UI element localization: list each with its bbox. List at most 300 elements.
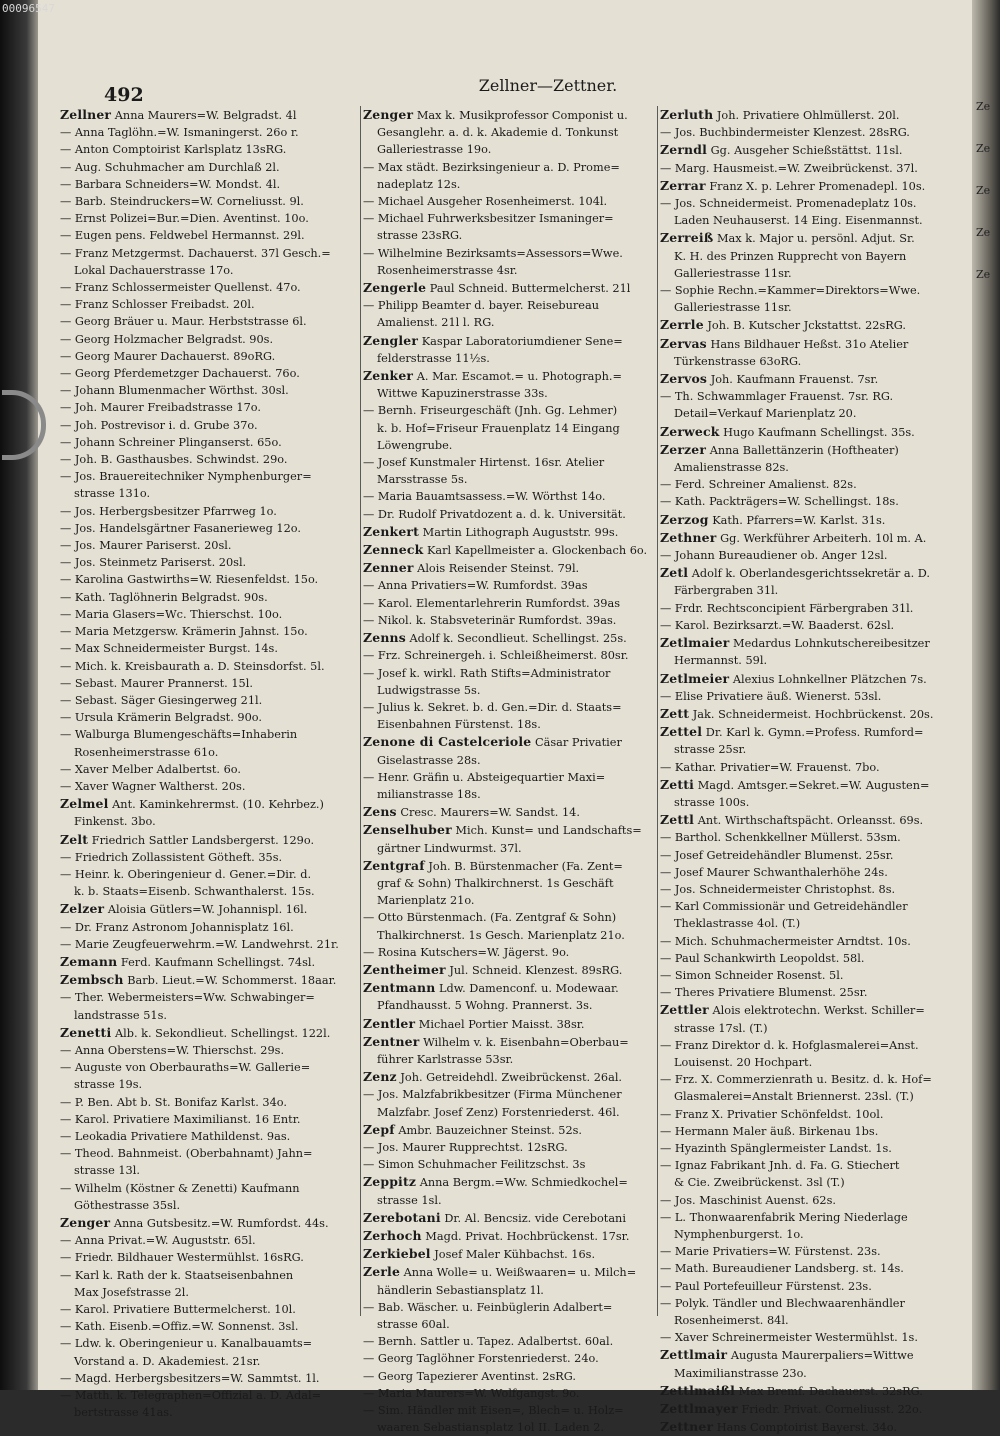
directory-entry-head (660, 564, 965, 582)
directory-entry-continuation (660, 652, 965, 669)
ditto-dash: — (60, 762, 72, 776)
directory-entry-head (660, 316, 965, 334)
ditto-dash: — (660, 1073, 672, 1087)
ditto-dash: — (60, 1268, 72, 1282)
ditto-dash: — (60, 521, 72, 535)
directory-entry-continuation (363, 141, 655, 158)
directory-entry-continuation (363, 892, 655, 909)
directory-entry (660, 847, 965, 864)
directory-entry-continuation (363, 1051, 655, 1068)
entry-text: Mich. k. Kreisbaurath a. D. Steinsdorfst. 5l. (74, 659, 325, 673)
entry-text: Frz. Schreinergeh. i. Schleißheimerst. 80sr. (377, 649, 629, 663)
entry-text: Matth. k. Telegraphen=Offizial a. D. Adal= (74, 1389, 322, 1403)
ditto-dash: — (60, 367, 72, 381)
directory-entry (363, 210, 655, 227)
entry-text: Georg Maurer Dachauerst. 89oRG. (74, 349, 276, 363)
directory-entry (660, 984, 965, 1001)
directory-entry (60, 658, 358, 675)
directory-entry (660, 864, 965, 881)
directory-entry (660, 388, 965, 405)
entry-text: Dr. Franz Astronom Johannisplatz 16l. (74, 920, 294, 934)
entry-text: Philipp Beamter d. bayer. Reisebureau (377, 299, 599, 313)
directory-entry (60, 1128, 358, 1145)
surname: Zenkert (363, 523, 420, 539)
directory-entry-head (363, 733, 655, 751)
directory-entry (60, 348, 358, 365)
ditto-dash: — (60, 435, 72, 449)
entry-text: Anna Privatiers=W. Rumfordst. 39as (377, 579, 588, 593)
directory-entry (60, 159, 358, 176)
directory-entry (363, 193, 655, 210)
directory-entry (660, 1278, 965, 1295)
directory-entry (363, 612, 655, 629)
surname: Zethner (660, 529, 717, 545)
ditto-dash: — (60, 504, 72, 518)
directory-entry-continuation (363, 875, 655, 892)
ditto-dash: — (660, 1331, 672, 1345)
entry-text: Barb. Steindruckers=W. Corneliusst. 9l. (74, 195, 304, 209)
directory-entry (60, 1370, 358, 1387)
directory-entry-head (660, 177, 965, 195)
ditto-dash: — (660, 1279, 672, 1293)
directory-entry (60, 193, 358, 210)
directory-entry (363, 1156, 655, 1173)
directory-entry-continuation (60, 262, 358, 279)
directory-entry (363, 245, 655, 262)
entry-text: Eisenbahnen Fürstenst. 18s. (377, 718, 541, 732)
entry-text: Anna Gutsbesitz.=W. Rumfordst. 44s. (113, 1217, 329, 1230)
entry-text: Ambr. Bauzeichner Steinst. 52s. (398, 1123, 583, 1137)
directory-entry (60, 176, 358, 193)
ditto-dash: — (660, 390, 672, 404)
entry-text: Finkenst. 3bo. (74, 815, 156, 829)
ditto-dash: — (660, 495, 672, 509)
ditto-dash: — (60, 676, 72, 690)
entry-text: Ant. Wirthschaftspächt. Orleansst. 69s. (697, 814, 924, 828)
entry-text: Pfandhausst. 5 Wohng. Prannerst. 3s. (377, 999, 593, 1013)
entry-text: Georg Taglöhner Forstenriederst. 24o. (377, 1352, 599, 1366)
ditto-dash: — (60, 349, 72, 363)
directory-entry (60, 1335, 358, 1352)
entry-text: Xaver Schreinermeister Westermühlst. 1s. (674, 1331, 918, 1345)
surname: Zellner (60, 107, 112, 122)
directory-entry (60, 554, 358, 571)
ditto-dash: — (660, 549, 672, 563)
ditto-dash: — (660, 478, 672, 492)
directory-entry (60, 503, 358, 520)
entry-text: Paul Portefeuilleur Fürstenst. 23s. (674, 1279, 872, 1293)
directory-entry-head (660, 106, 965, 124)
entry-text: Rosenheimerst. 84l. (674, 1314, 789, 1328)
surname: Zengler (363, 332, 419, 348)
entry-text: Georg Bräuer u. Maur. Herbststrasse 6l. (74, 315, 307, 329)
ditto-dash: — (60, 1234, 72, 1248)
edge-letter: Ze (976, 142, 991, 155)
directory-entry-continuation (60, 813, 358, 830)
entry-text: Joh. Getreidehdl. Zweibrückenst. 26al. (400, 1071, 623, 1085)
directory-entry (60, 399, 358, 416)
entry-text: k. b. Hof=Friseur Frauenplatz 14 Eingang (377, 421, 620, 435)
entry-text: Marie Zeugfeuerwehrm.=W. Landwehrst. 21r. (74, 937, 339, 951)
directory-entry (60, 1249, 358, 1266)
directory-entry (363, 159, 655, 176)
entry-text: Barb. Lieut.=W. Schommerst. 18aar. (127, 974, 337, 988)
entry-text: Xaver Melber Adalbertst. 6o. (74, 762, 241, 776)
directory-entry (363, 944, 655, 961)
directory-entry (363, 402, 655, 419)
entry-text: Auguste von Oberbauraths=W. Gallerie= (74, 1061, 311, 1075)
directory-entry (363, 488, 655, 505)
entry-text: Rosenheimerstrasse 4sr. (377, 263, 518, 277)
directory-entry (60, 709, 358, 726)
entry-text: Rosenheimerstrasse 61o. (74, 745, 219, 759)
ditto-dash: — (660, 1245, 672, 1259)
entry-text: Franz Metzgermst. Dachauerst. 37l Gesch.= (74, 246, 331, 260)
directory-entry-continuation (660, 212, 965, 229)
directory-entry-head (60, 900, 358, 918)
directory-entry-head (363, 541, 655, 559)
entry-text: Xaver Wagner Waltherst. 20s. (74, 779, 246, 793)
entry-text: Färbergraben 31l. (674, 584, 779, 598)
directory-entry-head (660, 141, 965, 159)
directory-entry (60, 331, 358, 348)
directory-entry-head (363, 332, 655, 350)
directory-entry-continuation (363, 840, 655, 857)
entry-text: Jos. Brauereitechniker Nymphenburger= (74, 470, 312, 484)
entry-text: Adolf k. Secondlieut. Schellingst. 25s. (409, 632, 627, 646)
entry-text: Joh. Postrevisor i. d. Grube 37o. (74, 418, 258, 432)
ditto-dash: — (60, 1320, 72, 1334)
entry-text: Wilhelmine Bezirksamts=Assessors=Wwe. (377, 246, 623, 260)
directory-entry (660, 1140, 965, 1157)
book-gutter (0, 0, 55, 1390)
surname: Zervas (660, 335, 707, 351)
entry-text: Anna Oberstens=W. Thierschst. 29s. (74, 1043, 285, 1057)
entry-text: Heinr. k. Oberingenieur d. Gener.=Dir. d. (74, 867, 312, 881)
entry-text: Galleriestrasse 19o. (377, 143, 492, 157)
directory-entry-head (660, 423, 965, 441)
directory-entry-head (363, 1121, 655, 1139)
ditto-dash: — (660, 968, 672, 982)
entry-text: bertstrasse 41as. (74, 1406, 173, 1420)
entry-text: Alexius Lohnkellner Plätzchen 7s. (732, 672, 927, 686)
directory-entry-head (60, 1024, 358, 1042)
entry-text: Wittwe Kapuzinerstrasse 33s. (377, 387, 548, 401)
directory-entry-head (660, 1346, 965, 1364)
ditto-dash: — (363, 666, 375, 680)
entry-text: strasse 23sRG. (377, 229, 463, 243)
ditto-dash: — (60, 212, 72, 226)
directory-entry-continuation (60, 1404, 358, 1421)
directory-entry (60, 1301, 358, 1318)
entry-text: händlerin Sebastiansplatz 1l. (377, 1283, 544, 1297)
entry-text: Kath. Taglöhnerin Belgradst. 90s. (74, 590, 268, 604)
ditto-dash: — (363, 1404, 375, 1418)
directory-entry (660, 1192, 965, 1209)
directory-entry (660, 547, 965, 564)
entry-text: Joh. B. Kutscher Jckstattst. 22sRG. (707, 319, 906, 333)
entry-text: Franz X. Privatier Schönfeldst. 10ol. (674, 1107, 884, 1121)
entry-text: Maximilianstrasse 23o. (674, 1366, 807, 1380)
surname: Zerhoch (363, 1228, 422, 1243)
surname: Zenselhuber (363, 822, 452, 838)
entry-text: Anna Wolle= u. Weißwaaren= u. Milch= (403, 1266, 637, 1280)
entry-text: landstrasse 51s. (74, 1008, 167, 1022)
entry-text: Martin Lithograph Auguststr. 99s. (422, 525, 619, 539)
directory-entry (363, 454, 655, 471)
directory-entry (363, 1086, 655, 1103)
ditto-dash: — (363, 579, 375, 593)
directory-entry-head (363, 979, 655, 997)
surname: Zentner (363, 1033, 420, 1049)
entry-text: Augusta Maurerpaliers=Wittwe (730, 1349, 914, 1363)
ditto-dash: — (660, 161, 672, 175)
directory-entry-continuation (660, 582, 965, 599)
directory-entry-continuation (660, 1365, 965, 1382)
ditto-dash: — (660, 1210, 672, 1224)
entry-text: Josef Maler Kühbachst. 16s. (434, 1248, 596, 1262)
entry-text: Ferd. Kaufmann Schellingst. 74sl. (120, 955, 316, 969)
directory-entry (660, 600, 965, 617)
entry-text: Georg Tapezierer Aventinst. 2sRG. (377, 1369, 576, 1383)
directory-entry (60, 520, 358, 537)
entry-text: Jos. Maurer Pariserst. 20sl. (74, 539, 232, 553)
entry-text: Josef Kunstmaler Hirtenst. 16sr. Atelier (377, 456, 605, 470)
directory-entry-continuation (363, 176, 655, 193)
directory-entry-continuation (363, 350, 655, 367)
ditto-dash: — (60, 332, 72, 346)
ditto-dash: — (660, 1141, 672, 1155)
entry-text: Hans Comptoirist Bayerst. 34o. (716, 1421, 897, 1435)
ditto-dash: — (60, 1389, 72, 1403)
directory-entry-head (363, 559, 655, 577)
entry-text: Josef Getreidehändler Blumenst. 25sr. (674, 848, 894, 862)
directory-entry (363, 1333, 655, 1350)
directory-entry (660, 967, 965, 984)
ditto-dash: — (660, 1107, 672, 1121)
directory-entry (363, 1385, 655, 1402)
directory-entry-continuation (363, 1104, 655, 1121)
directory-entry (60, 1318, 358, 1335)
directory-entry-head (660, 723, 965, 741)
next-page-edge (972, 0, 1000, 1390)
entry-text: Franz X. p. Lehrer Promenadepl. 10s. (709, 179, 926, 193)
directory-entry-head (363, 367, 655, 385)
entry-text: Bernh. Friseurgeschäft (Jnh. Gg. Lehmer) (377, 404, 618, 418)
directory-entry (60, 936, 358, 953)
edge-letter: Ze (976, 226, 991, 239)
directory-entry-continuation (363, 927, 655, 944)
entry-text: Wilhelm (Köstner & Zenetti) Kaufmann (74, 1181, 300, 1195)
entry-text: Otto Bürstenmach. (Fa. Zentgraf & Sohn) (377, 911, 617, 925)
directory-entry (660, 1295, 965, 1312)
directory-entry (660, 1243, 965, 1260)
ditto-dash: — (363, 299, 375, 313)
entry-text: Rosina Kutschers=W. Jägerst. 9o. (377, 945, 570, 959)
ditto-dash: — (660, 1262, 672, 1276)
directory-entry (60, 675, 358, 692)
ditto-dash: — (60, 693, 72, 707)
entry-text: Mich. Schuhmachermeister Arndtst. 10s. (674, 934, 911, 948)
entry-text: Cresc. Maurers=W. Sandst. 14. (400, 806, 580, 820)
surname: Zenns (363, 630, 406, 646)
entry-text: gärtner Lindwurmst. 37l. (377, 841, 522, 855)
directory-entry (60, 1267, 358, 1284)
ditto-dash: — (60, 625, 72, 639)
entry-text: Paul Schneid. Buttermelcherst. 21l (429, 282, 631, 296)
ditto-dash: — (60, 470, 72, 484)
ditto-dash: — (60, 607, 72, 621)
directory-entry (60, 537, 358, 554)
ditto-dash: — (363, 770, 375, 784)
entry-text: Magd. Amtsger.=Sekret.=W. Augusten= (697, 778, 930, 792)
directory-entry-continuation (60, 1162, 358, 1179)
entry-text: Jos. Schneidermeist. Promenadeplatz 10s. (674, 197, 917, 211)
directory-entry-continuation (363, 420, 655, 437)
ditto-dash: — (60, 229, 72, 243)
ditto-dash: — (60, 1371, 72, 1385)
entry-text: A. Mar. Escamot.= u. Photograph.= (416, 370, 622, 384)
surname: Zembsch (60, 972, 124, 988)
surname: Zentgraf (363, 857, 425, 873)
entry-text: Frz. X. Commerzienrath u. Besitz. d. k. Hof= (674, 1073, 932, 1087)
entry-text: strasse 17sl. (T.) (674, 1021, 768, 1035)
entry-text: Theklastrasse 4ol. (T.) (674, 917, 801, 931)
ditto-dash: — (660, 1296, 672, 1310)
surname: Zerrle (660, 317, 704, 333)
entry-text: Jos. Malzfabrikbesitzer (Firma Münchener (377, 1088, 622, 1102)
entry-text: Dr. Karl k. Gymn.=Profess. Rumford= (705, 726, 924, 740)
entry-text: Johann Bureaudiener ob. Anger 12sl. (674, 549, 888, 563)
ditto-dash: — (60, 1061, 72, 1075)
entry-text: Max Bremf. Dachauerst. 32sRG. (738, 1384, 923, 1398)
ditto-dash: — (363, 1140, 375, 1154)
entry-text: Anna Taglöhn.=W. Ismaningerst. 26o r. (74, 126, 299, 140)
directory-entry (363, 595, 655, 612)
entry-text: Jul. Schneid. Klenzest. 89sRG. (449, 963, 623, 977)
ditto-dash: — (60, 126, 72, 140)
directory-entry-continuation (363, 314, 655, 331)
entry-text: Karl Kapellmeister a. Glockenbach 6o. (426, 544, 648, 558)
ditto-dash: — (660, 882, 672, 896)
directory-entry (60, 124, 358, 141)
entry-text: Jos. Buchbindermeister Klenzest. 28sRG. (674, 126, 910, 140)
entry-text: Marienplatz 21o. (377, 894, 475, 908)
directory-entry (60, 919, 358, 936)
surname: Zenger (60, 1215, 111, 1230)
directory-entry-continuation (660, 248, 965, 265)
directory-entry (60, 382, 358, 399)
directory-entry (60, 1180, 358, 1197)
entry-text: Göthestrasse 35sl. (74, 1198, 181, 1212)
directory-entry-head (363, 1263, 655, 1281)
directory-entry (60, 227, 358, 244)
ditto-dash: — (660, 831, 672, 845)
ditto-dash: — (60, 642, 72, 656)
surname: Zenker (363, 368, 414, 384)
ditto-dash: — (363, 1369, 375, 1383)
surname: Zerzer (660, 441, 707, 457)
entry-text: Karl k. Rath der k. Staatseisenbahnen (74, 1268, 294, 1282)
entry-text: Ignaz Fabrikant Jnh. d. Fa. G. Stiechert (674, 1159, 900, 1173)
directory-entry-head (363, 1209, 655, 1227)
ditto-dash: — (60, 298, 72, 312)
entry-text: Anna Privat.=W. Auguststr. 65l. (74, 1234, 256, 1248)
entry-text: Dr. Al. Bencsiz. vide Cerebotani (444, 1211, 626, 1225)
entry-text: Joh. Maurer Freibadstrasse 17o. (74, 401, 261, 415)
directory-entry (60, 1232, 358, 1249)
directory-entry-continuation (363, 997, 655, 1014)
entry-text: Friedrich Zollassistent Götheft. 35s. (74, 850, 283, 864)
entry-text: Magd. Privat. Hochbrückenst. 17sr. (425, 1230, 630, 1243)
directory-entry-head (60, 795, 358, 813)
entry-text: Alois Reisender Steinst. 79l. (417, 562, 580, 576)
entry-text: Sim. Händler mit Eisen=, Blech= u. Holz= (377, 1404, 624, 1418)
directory-entry (660, 1157, 965, 1174)
entry-text: Friedr. Bildhauer Westermühlst. 16sRG. (74, 1251, 304, 1265)
surname: Zerndl (660, 142, 708, 158)
ditto-dash: — (363, 649, 375, 663)
directory-entry (60, 1042, 358, 1059)
ditto-dash: — (60, 659, 72, 673)
surname: Zerrar (660, 177, 706, 193)
directory-entry (660, 493, 965, 510)
entry-text: Max städt. Bezirksingenieur a. D. Prome= (377, 160, 620, 174)
entry-text: Glasmalerei=Anstalt Briennerst. 23sl. (T.) (674, 1090, 914, 1104)
entry-text: Bernh. Sattler u. Tapez. Adalbertst. 60al. (377, 1335, 614, 1349)
directory-entry (60, 1111, 358, 1128)
entry-text: Joh. Kaufmann Frauenst. 7sr. (710, 373, 879, 387)
entry-text: Karol. Bezirksarzt.=W. Baaderst. 62sl. (674, 618, 895, 632)
entry-text: L. Thonwaarenfabrik Mering Niederlage (674, 1210, 908, 1224)
directory-entry (60, 451, 358, 468)
edge-letter: Ze (976, 184, 991, 197)
directory-entry (363, 699, 655, 716)
entry-text: Medardus Lohnkutschereibesitzer (733, 637, 930, 651)
directory-entry-head (363, 1015, 655, 1033)
entry-text: Eugen pens. Feldwebel Hermannst. 29l. (74, 229, 305, 243)
entry-text: Detail=Verkauf Marienplatz 20. (674, 407, 857, 421)
surname: Zelt (60, 831, 89, 847)
directory-entry (60, 210, 358, 227)
ditto-dash: — (60, 1043, 72, 1057)
entry-text: Jos. Steinmetz Pariserst. 20sl. (74, 556, 247, 570)
entry-text: Laden Neuhauserst. 14 Eing. Eisenmannst. (674, 214, 923, 228)
directory-entry (60, 1387, 358, 1404)
entry-text: Thalkirchnerst. 1s Gesch. Marienplatz 21o. (377, 928, 625, 942)
ditto-dash: — (60, 850, 72, 864)
directory-entry (60, 279, 358, 296)
entry-text: Galleriestrasse 11sr. (674, 301, 792, 315)
directory-entry (660, 1209, 965, 1226)
directory-entry-head (60, 106, 358, 124)
directory-entry (660, 282, 965, 299)
ditto-dash: — (60, 573, 72, 587)
directory-entry (660, 1071, 965, 1088)
ditto-dash: — (60, 281, 72, 295)
entry-text: Friedrich Sattler Landsbergerst. 129o. (91, 833, 315, 847)
directory-entry-continuation (660, 1088, 965, 1105)
directory-entry-head (363, 803, 655, 821)
entry-text: Sebast. Säger Giesingerweg 21l. (74, 693, 263, 707)
ditto-dash: — (660, 986, 672, 1000)
directory-entry (660, 1329, 965, 1346)
surname: Zettlmair (660, 1347, 728, 1363)
directory-column-2 (363, 106, 655, 1435)
ditto-dash: — (60, 1147, 72, 1161)
column-rule (360, 106, 361, 1316)
directory-entry-continuation (660, 741, 965, 758)
